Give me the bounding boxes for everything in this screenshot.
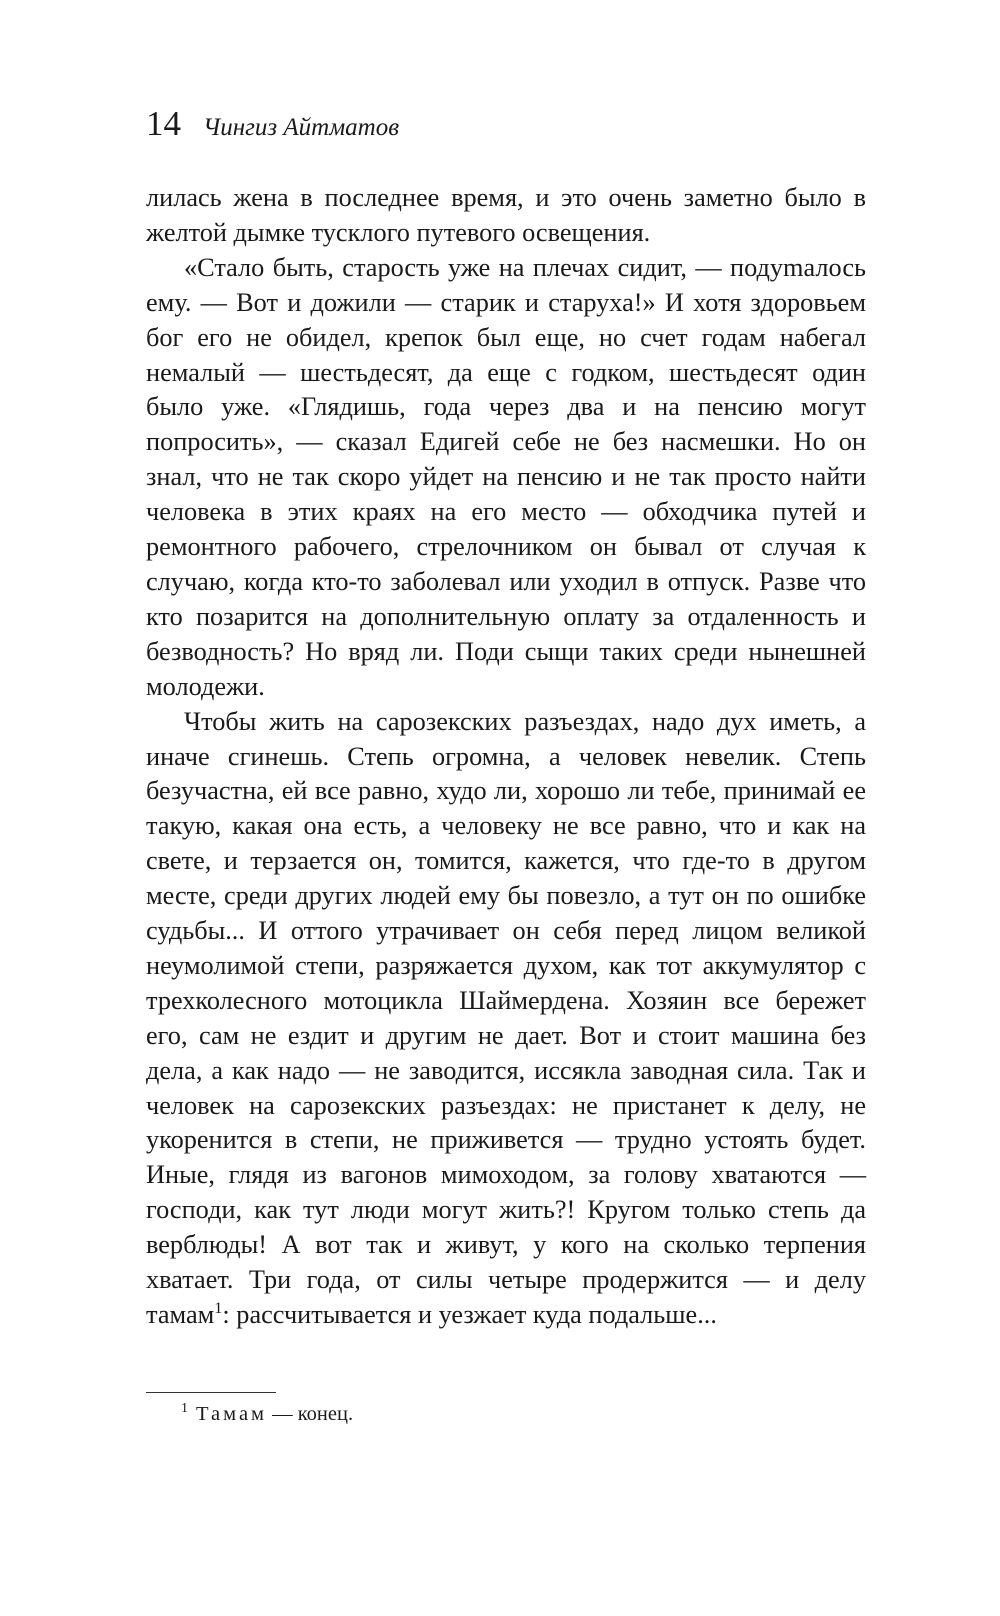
paragraph-text: : рассчитывается и уезжает куда подальше... xyxy=(222,1300,717,1329)
page-number: 14 xyxy=(146,104,181,143)
footnote xyxy=(181,1403,353,1426)
paragraph xyxy=(146,705,866,1333)
footnote-definition: — конец. xyxy=(267,1403,354,1425)
footnote-reference[interactable]: 1 xyxy=(214,1298,223,1318)
footnote-term: Тамам xyxy=(196,1403,268,1425)
paragraph: «Стало быть, старость уже на плечах сидит, — подуmалось ему. — Вот и дожили — старик и старуха!» И хотя здоровьем бог его не обидел, крепок был еще, но счет годам набегал немалый — шестьдесят, да еще с годком, шестьдесят один было уже. «Глядишь, года через два и на пенсию могут попросить», — сказал Едигей себе не без насмешки. Но он знал, что не так скоро уйдет на пенсию и не так просто найти человека в этих краях на его место — обходчика путей и ремонтного рабочего, стрелочником он бывал от случая к случаю, когда кто-то заболевал или уходил в отпуск. Разве что кто позарится на дополнительную оплату за отдаленность и безводность? Но вряд ли. Поди сыщи таких среди нынешней молодежи. xyxy=(146,252,866,701)
footnote-divider xyxy=(146,1392,276,1393)
running-head-author: Чингиз Айтматов xyxy=(203,114,400,141)
body-text xyxy=(146,181,866,1333)
page-header xyxy=(146,104,399,144)
footnote-number: 1 xyxy=(181,1401,188,1417)
paragraph-continuation: лилась жена в последнее время, и это очень заметно было в желтой дымке тусклого путевого освещения. xyxy=(146,183,866,247)
paragraph-text: Чтобы жить на сарозекских разъездах, надо дух иметь, а иначе сгинешь. Степь огромна, а человек невелик. Степь безучастна, ей все равно, худо ли, хорошо ли тебе, принимай ее такую, какая она есть, а человеку не все равно, что и как на свете, и терзается он, томится, кажется, что где-то в другом месте, среди других людей ему бы повезло, а тут он по ошибке судьбы... И оттого утрачивает он себя перед лицом великой неумолимой степи, разряжается духом, как тот аккумулятор с трехколесного мотоцикла Шаймердена. Хозяин все бережет его, сам не ездит и другим не дает. Вот и стоит машина без дела, а как надо — не заводится, иссякла заводная сила. Так и человек на сарозекских разъездах: не пристанет к делу, не укоренится в степи, не приживется — трудно устоять будет. Иные, глядя из вагонов мимоходом, за голову хватаются — господи, как тут люди могут жить?! Кругом только степь да верблюды! А вот так и живут, у кого на сколько терпения хватает. Три года, от силы четыре продержится — и делу тамам xyxy=(146,706,866,1329)
